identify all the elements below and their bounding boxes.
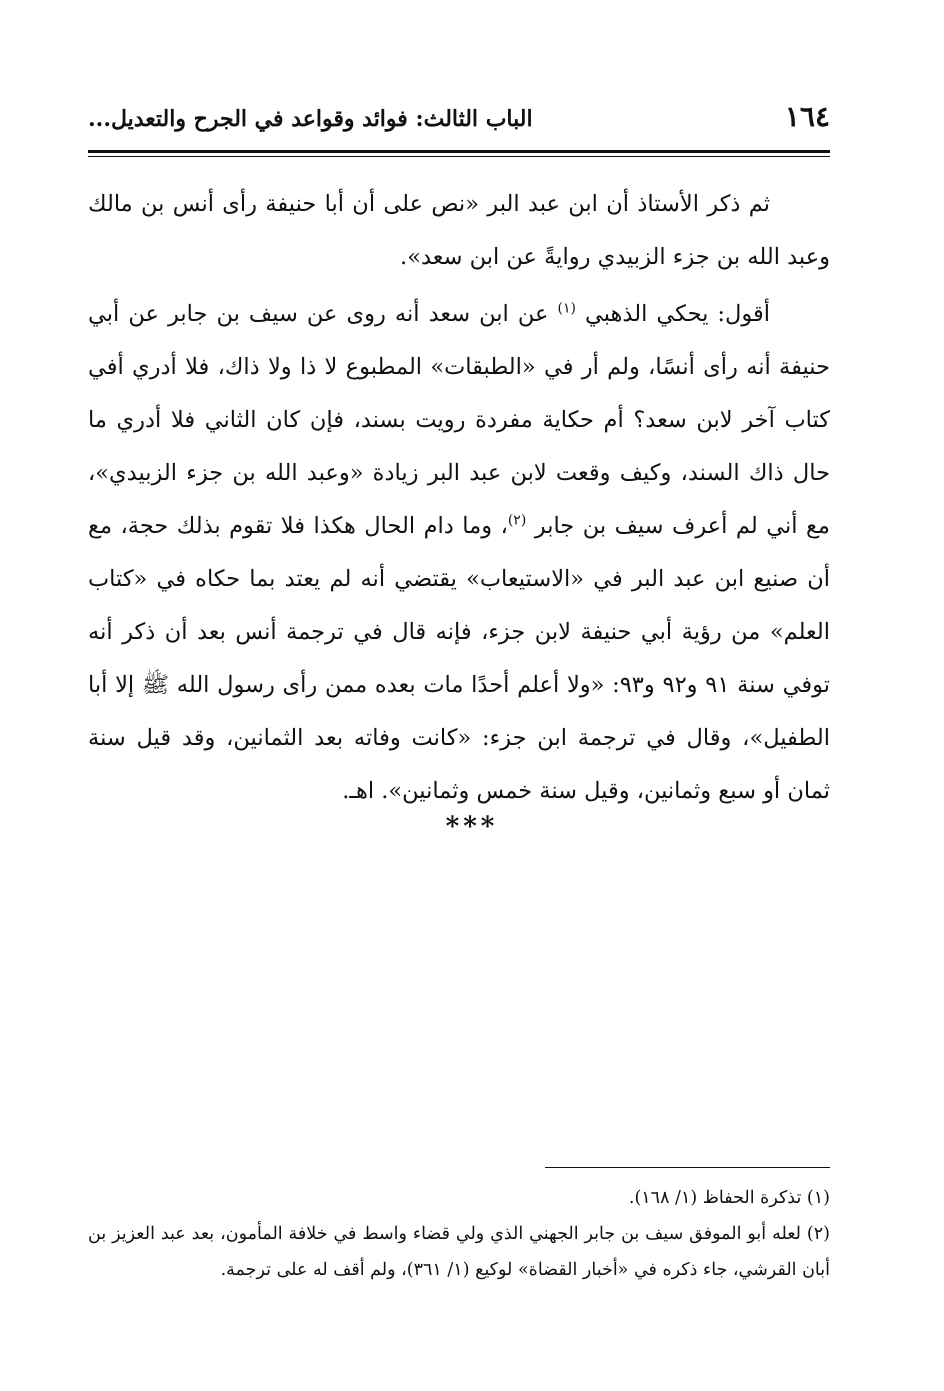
- main-text: [88, 178, 830, 822]
- running-title: الباب الثالث: فوائد وقواعد في الجرح والتعديل...: [88, 106, 533, 132]
- paragraph-2: [88, 288, 830, 818]
- footnotes: [88, 1180, 830, 1288]
- section-divider: ***: [445, 812, 499, 842]
- footnote-1: (١) تذكرة الحفاظ (١/ ١٦٨).: [628, 1188, 830, 1208]
- footnote-1-marker[interactable]: (١): [557, 300, 576, 317]
- paragraph-1: ثم ذكر الأستاذ أن ابن عبد البر «نص على أن أبا حنيفة رأى أنس بن مالك وعبد الله بن جزء الزبيدي روايةً عن ابن سعد».: [88, 191, 830, 270]
- footnote-2-marker[interactable]: (٢): [507, 512, 527, 529]
- paragraph-2-part-a: أقول: يحكي الذهبي: [575, 301, 770, 327]
- header-rule-thin: [88, 156, 830, 157]
- page-number: ١٦٤: [784, 100, 830, 133]
- paragraph-2-part-c: ، وما دام الحال هكذا فلا تقوم بذلك حجة، مع أن صنيع ابن عبد البر في «الاستيعاب» يقتضي أنه لم يعتد بما حكاه في «كتاب العلم» من رؤية أبي حنيفة لابن جزء، فإنه قال في ترجمة أنس بعد أن ذكر أنه توفي سنة ٩١ و٩٢ و٩٣: «ولا أعلم أحدًا مات بعده ممن رأى رسول الله ﷺ إلا أبا الطفيل»، وقال في ترجمة ابن جزء: «كانت وفاته بعد الثمانين، وقد قيل سنة ثمان أو سبع وثمانين، وقيل سنة خمس وثمانين». اهـ.: [88, 513, 830, 804]
- footnote-2: (٢) لعله أبو الموفق سيف بن جابر الجهني الذي ولي قضاء واسط في خلافة المأمون، بعد عبد العزيز بن أبان القرشي، جاء ذكره في «أخبار القضاة» لوكيع (١/ ٣٦١)، ولم أقف له على ترجمة.: [88, 1224, 830, 1280]
- footnote-rule: [545, 1167, 830, 1168]
- page-header: [88, 100, 830, 140]
- paragraph-2-part-b: عن ابن سعد أنه روى عن سيف بن جابر عن أبي حنيفة أنه رأى أنسًا، ولم أر في «الطبقات» المطبوع لا ذا ولا ذاك، فلا أدري أفي كتاب آخر لابن سعد؟ أم حكاية مفردة رويت بسند، فإن كان الثاني فلا أدري ما حال ذاك السند، وكيف وقعت لابن عبد البر زيادة «وعبد الله بن جزء الزبيدي»، مع أني لم أعرف سيف بن جابر: [88, 301, 830, 539]
- header-rule-thick: [88, 150, 830, 153]
